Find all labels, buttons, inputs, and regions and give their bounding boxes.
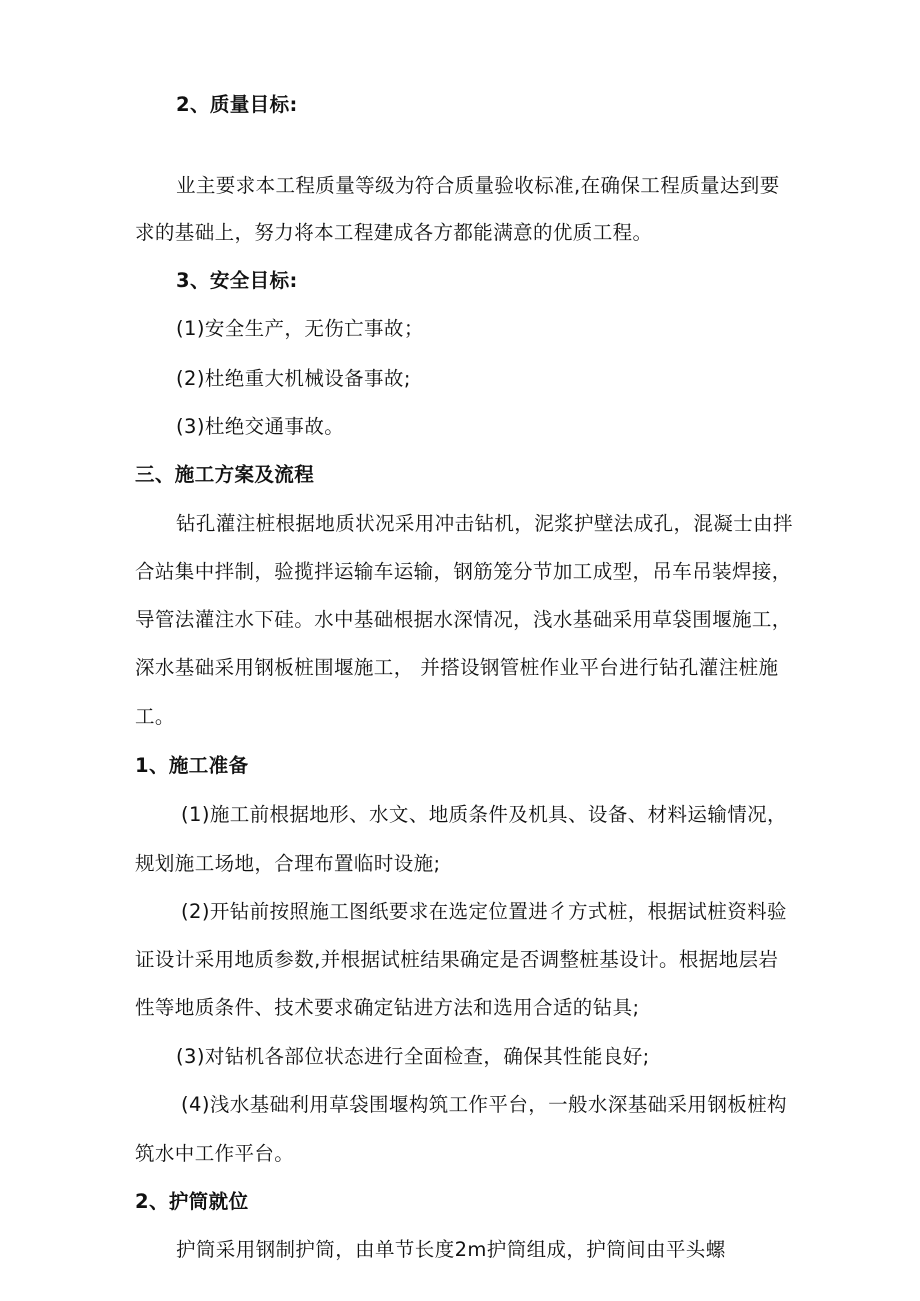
quality-paragraph-line: 求的基础上，努力将本工程建成各方都能满意的优质工程。 [135,221,653,244]
safety-list-item: (1)安全生产，无伤亡事故； [176,317,424,340]
safety-list-item: (3)杜绝交通事故。 [176,415,345,438]
quality-paragraph-line: 业主要求本工程质量等级为符合质量验收标准,在确保工程质量达到要 [176,174,780,197]
prep-list-item-line: (3)对钻机各部位状态进行全面检查，确保其性能良好; [176,1045,650,1068]
casing-paragraph-line: 护筒采用钢制护筒，由单节长度2m护筒组成，护筒间由平头螺 [176,1238,726,1261]
prep-list-item-line: 证设计采用地质参数,并根据试桩结果确定是否调整桩基设计。根据地层岩 [135,948,779,971]
prep-list-item-line: (1)施工前根据地形、水文、地质条件及机具、设备、材料运输情况， [181,803,787,826]
construction-prep-heading: 1、施工准备 [135,754,249,777]
safety-list-item: (2)杜绝重大机械设备事故; [176,367,411,390]
prep-list-item-line: (2)开钻前按照施工图纸要求在选定位置进彳方式桩，根据试桩资料验 [181,900,787,923]
prep-list-item-line: 规划施工场地，合理布置临时设施; [135,852,441,875]
quality-goal-heading: 2、质量目标: [176,93,298,116]
plan-paragraph-line: 工。 [135,705,175,728]
prep-list-item-line: (4)浅水基础利用草袋围堰构筑工作平台，一般水深基础采用钢板桩构 [181,1093,787,1116]
section-three-heading: 三、施工方案及流程 [135,463,315,486]
plan-paragraph-line: 钻孔灌注桩根据地质状况采用冲击钻机，泥浆护壁法成孔，混凝士由拌 [176,512,793,535]
plan-paragraph-line: 深水基础采用钢板桩围堰施工， 并搭设钢管桩作业平台进行钻孔灌注桩施 [135,656,779,679]
safety-goal-heading: 3、安全目标: [176,269,298,292]
prep-list-item-line: 性等地质条件、技术要求确定钻进方法和选用合适的钻具; [135,996,640,1019]
plan-paragraph-line: 合站集中拌制，验揽拌运输车运输，钢筋笼分节加工成型，吊车吊装焊接， [135,560,792,583]
plan-paragraph-line: 导管法灌注水下硅。水中基础根据水深情况，浅水基础采用草袋围堰施工， [135,608,792,631]
casing-positioning-heading: 2、护筒就位 [135,1190,249,1213]
prep-list-item-line: 筑水中工作平台。 [135,1142,295,1165]
